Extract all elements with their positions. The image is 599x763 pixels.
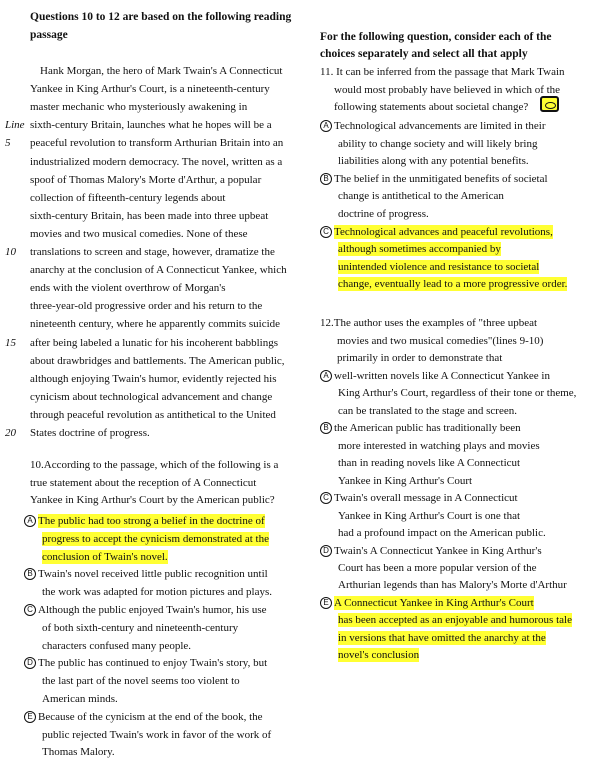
q12-option-radio-e[interactable]: E <box>320 597 332 609</box>
passage-line: States doctrine of progress. <box>30 427 150 439</box>
q10-option-line: American minds. <box>42 693 118 705</box>
q12-option-radio-d[interactable]: D <box>320 545 332 557</box>
q12-option-line: more interested in watching plays and movies <box>338 439 540 452</box>
section-header: For the following question, consider each of the <box>320 31 552 43</box>
passage-line: Hank Morgan, the hero of Mark Twain's A Connecticut <box>40 65 283 77</box>
q10-option-line: characters confused many people. <box>42 639 192 652</box>
q10-option-radio-c[interactable]: C <box>24 604 36 616</box>
passage-line: cynicism about technological advancement and change <box>30 390 273 403</box>
q12-option-line: Arthurian legends than has Malory's Morte d'Arthur <box>338 579 567 592</box>
passage-line: anarchy at the conclusion of A Connecticut Yankee, which <box>30 264 287 277</box>
section-header: passage <box>30 29 68 41</box>
question-11-stem: would most probably have believed in which of the <box>334 83 561 96</box>
q11-option-line: although sometimes accompanied by <box>338 243 501 256</box>
question-10-stem: 10.According to the passage, which of the following is a <box>30 459 279 471</box>
passage-line: through peaceful revolution as antithetical to the United <box>30 408 276 421</box>
passage-line: sixth-century Britain, has been made into three upbeat <box>30 209 269 222</box>
q12-option-line: well-written novels like A Connecticut Yankee in <box>334 370 550 382</box>
q12-option-line: novel's conclusion <box>338 649 420 662</box>
question-11-stem: 11. It can be inferred from the passage that Mark Twain <box>320 66 565 78</box>
q12-option-radio-b[interactable]: B <box>320 422 332 434</box>
q12-option-line: Yankee in King Arthur's Court <box>338 474 473 487</box>
q10-option-radio-e[interactable]: E <box>24 711 36 723</box>
line-number: 20 <box>5 427 16 439</box>
line-number: 15 <box>5 336 16 349</box>
question-12-stem: primarily in order to demonstrate that <box>337 352 503 365</box>
q11-option-line: ability to change society and will likely bring <box>338 137 538 150</box>
passage-line: sixth-century Britain, launches what he hopes will be a <box>30 119 272 132</box>
q10-option-radio-a[interactable]: A <box>24 515 36 527</box>
q10-option-radio-b[interactable]: B <box>24 568 36 580</box>
q10-option-line: the last part of the novel seems too violent to <box>42 675 240 688</box>
passage-line: nineteenth century, where he apparently commits suicide <box>30 318 281 331</box>
q12-option-line: had a profound impact on the American public. <box>338 527 546 540</box>
line-number: 5 <box>5 137 11 150</box>
q12-option-line: in versions that have omitted the anarchy at the <box>338 631 546 644</box>
q12-option-line: Court has been a more popular version of the <box>338 561 537 574</box>
q11-option-radio-b[interactable]: B <box>320 173 332 185</box>
q11-option-line: liabilities along with any potential benefits. <box>338 155 529 168</box>
q10-option-line: Twain's novel received little public recognition until <box>38 568 268 581</box>
passage-line: although enjoying Twain's humor, evidently rejected his <box>30 372 277 385</box>
q11-option-line: change, eventually lead to a more progressive order. <box>338 278 568 291</box>
line-number: 10 <box>5 246 16 258</box>
passage-line: after being labeled a lunatic for his incoherent babblings <box>30 336 279 349</box>
q10-option-line: of both sixth-century and nineteenth-century <box>42 621 239 634</box>
q10-option-line: Because of the cynicism at the end of the book, the <box>38 710 263 723</box>
comment-note-icon[interactable] <box>540 96 559 112</box>
section-header: choices separately and select all that apply <box>320 48 528 60</box>
section-header: Questions 10 to 12 are based on the following reading <box>30 11 292 23</box>
question-10-stem: true statement about the reception of A Connecticut <box>30 476 257 489</box>
q12-option-radio-a[interactable]: A <box>320 370 332 382</box>
q12-option-line: A Connecticut Yankee in King Arthur's Court <box>334 596 534 609</box>
question-12-stem: 12.The author uses the examples of "three upbeat <box>320 317 538 329</box>
q11-option-line: change is antithetical to the American <box>338 190 504 203</box>
question-11-stem: following statements about societal change? <box>334 101 529 113</box>
passage-line: spoof of Thomas Malory's Morte d'Arthur, a popular <box>30 173 262 186</box>
q12-option-line: can be translated to the stage and screen. <box>338 404 517 417</box>
q10-option-line: Thomas Malory. <box>42 746 115 759</box>
passage-line: peaceful revolution to transform Arthurian Britain into an <box>30 137 284 150</box>
passage-line: master mechanic who mysteriously awakening in <box>30 101 248 114</box>
question-10-stem: Yankee in King Arthur's Court by the American public? <box>30 494 275 506</box>
q10-option-line: the work was adapted for motion pictures and plays. <box>42 586 273 599</box>
q12-option-line: than in reading novels like A Connecticut <box>338 457 521 470</box>
passage-line: industrialized modern democracy. The novel, written as a <box>30 155 283 168</box>
q11-option-line: doctrine of progress. <box>338 208 429 220</box>
line-number: Line <box>5 119 25 132</box>
q10-option-line: public rejected Twain's work in favor of the work of <box>42 728 272 741</box>
q12-option-line: has been accepted as an enjoyable and humorous tale <box>338 614 572 627</box>
passage-line: collection of fifteenth-century legends about <box>30 191 226 204</box>
question-12-stem: movies and two musical comedies"(lines 9-10) <box>337 334 544 347</box>
q12-option-line: Yankee in King Arthur's Court is one that <box>338 509 521 522</box>
passage-line: three-year-old progressive order and his return to the <box>30 300 263 313</box>
q11-option-radio-a[interactable]: A <box>320 120 332 132</box>
q10-option-line: The public had too strong a belief in the doctrine of <box>38 515 265 527</box>
q11-option-line: Technological advances and peaceful revolutions, <box>334 225 553 238</box>
passage-line: Yankee in King Arthur's Court, is a nineteenth-century <box>30 83 270 96</box>
passage-line: about drawbridges and battlements. The American public, <box>30 354 285 367</box>
q10-option-line: progress to accept the cynicism demonstrated at the <box>42 532 269 545</box>
q12-option-line: King Arthur's Court, regardless of their tone or theme, <box>338 387 577 400</box>
passage-line: translations to screen and stage, however, dramatize the <box>30 246 275 258</box>
q12-option-line: the American public has traditionally been <box>334 422 521 435</box>
q11-option-line: The belief in the unmitigated benefits of societal <box>334 172 548 185</box>
q12-option-line: Twain's overall message in A Connecticut <box>334 492 518 505</box>
q11-option-line: Technological advancements are limited in their <box>334 120 546 132</box>
passage-line: ends with the violent overthrow of Morgan's <box>30 282 226 295</box>
passage-line: movies and two musical comedies. None of these <box>30 227 248 240</box>
q10-option-line: Although the public enjoyed Twain's humor, his use <box>38 604 267 616</box>
q12-option-line: Twain's A Connecticut Yankee in King Arthur's <box>334 544 542 557</box>
q10-option-radio-d[interactable]: D <box>24 657 36 669</box>
q11-option-line: unintended violence and resistance to societal <box>338 260 540 273</box>
q10-option-line: The public has continued to enjoy Twain's story, but <box>38 657 268 670</box>
q11-option-radio-c[interactable]: C <box>320 226 332 238</box>
q10-option-line: conclusion of Twain's novel. <box>42 550 168 563</box>
q12-option-radio-c[interactable]: C <box>320 492 332 504</box>
